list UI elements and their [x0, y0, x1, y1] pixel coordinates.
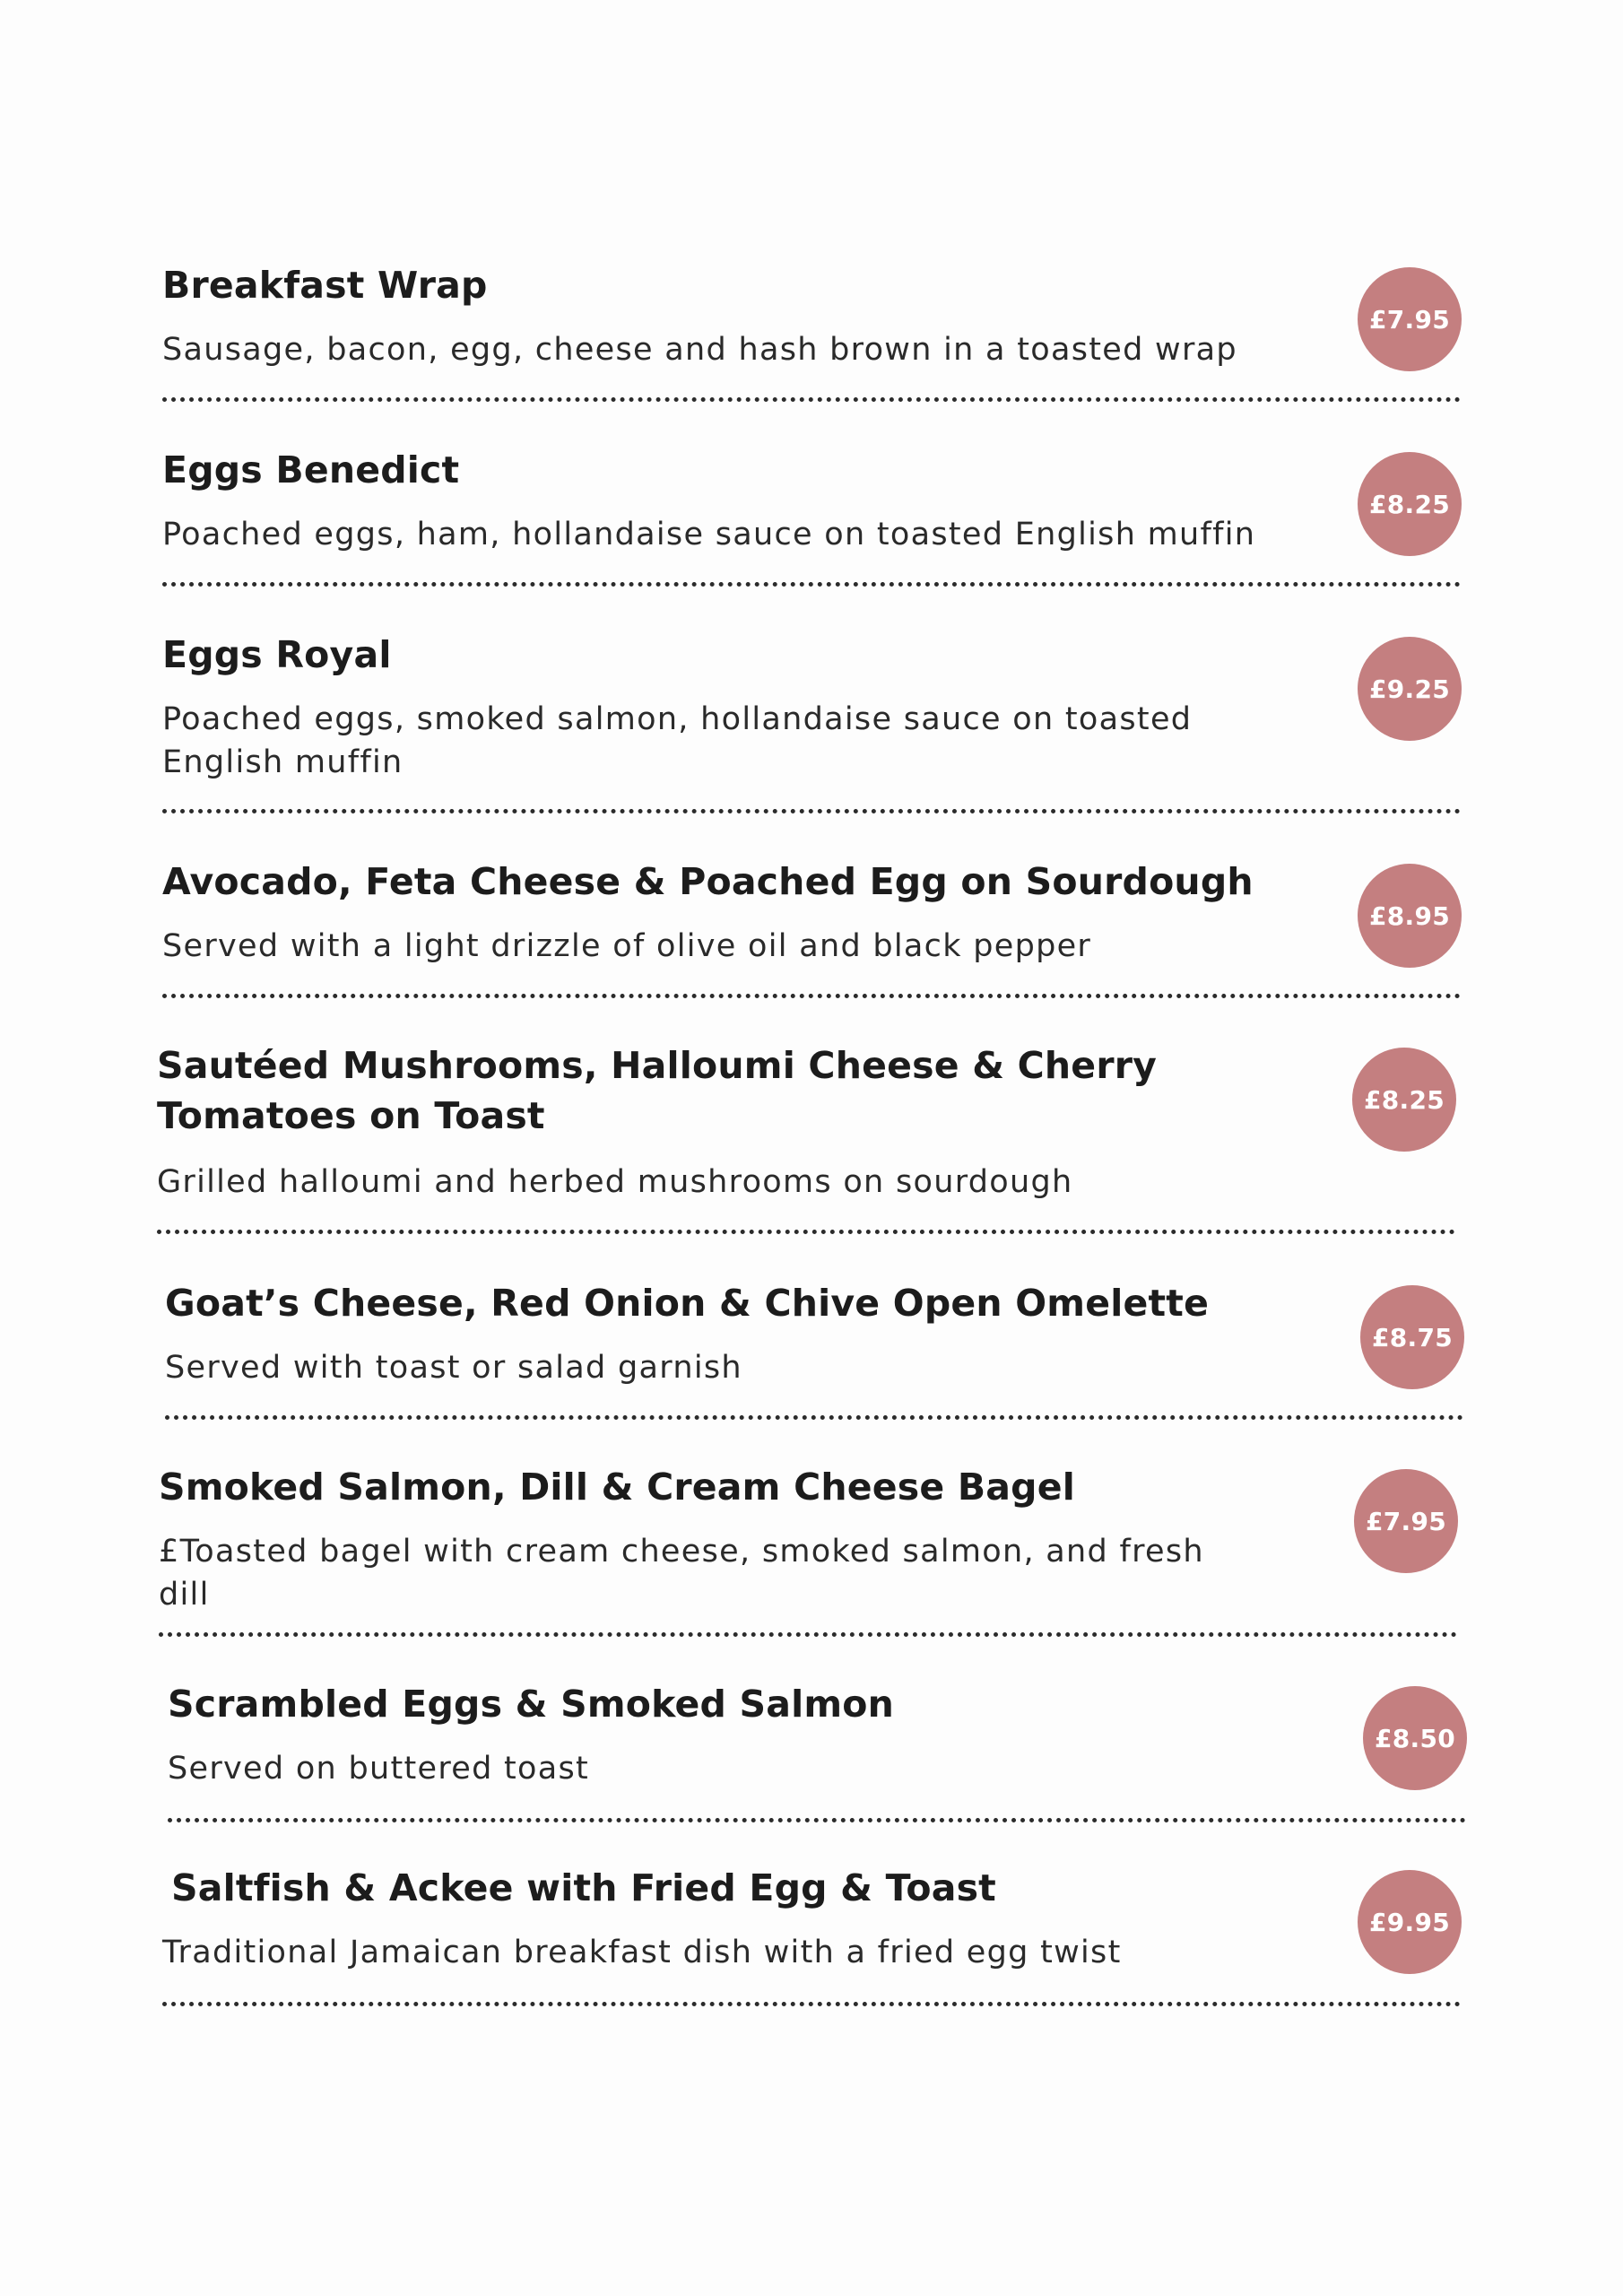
menu-item-goats-cheese-omelette — [165, 1278, 1465, 1431]
item-description: Grilled halloumi and herbed mushrooms on sourdough — [157, 1164, 1073, 1200]
price-badge — [1358, 267, 1462, 371]
item-name: Sautéed Mushrooms, Halloumi Cheese & Cherry Tomatoes on Toast — [157, 1044, 1158, 1137]
menu-item-saltfish-ackee — [162, 1863, 1462, 2015]
item-description: Sausage, bacon, egg, cheese and hash brown in a toasted wrap — [162, 332, 1237, 368]
item-description: Traditional Jamaican breakfast dish with a fried egg twist — [162, 1935, 1122, 1970]
menu-item-sauteed-mushrooms — [157, 1040, 1457, 1247]
item-description: Poached eggs, smoked salmon, hollandaise sauce on toasted English muffin — [162, 701, 1193, 780]
dotted-divider — [159, 1632, 1457, 1637]
menu-item-avocado-feta — [162, 857, 1462, 1009]
price-label: £8.25 — [1368, 489, 1451, 519]
dotted-divider — [162, 809, 1461, 813]
dotted-divider — [162, 2002, 1461, 2006]
price-label: £9.25 — [1368, 674, 1451, 704]
dotted-divider — [165, 1415, 1463, 1420]
price-label: £7.95 — [1368, 304, 1451, 335]
item-description: Served on buttered toast — [168, 1751, 590, 1787]
item-name: Smoked Salmon, Dill & Cream Cheese Bagel — [159, 1465, 1075, 1509]
price-badge — [1358, 864, 1462, 968]
price-label: £8.95 — [1368, 900, 1451, 931]
menu-item-scrambled-eggs-salmon — [168, 1679, 1468, 1831]
price-badge — [1358, 1870, 1462, 1974]
item-name: Avocado, Feta Cheese & Poached Egg on Sourdough — [162, 860, 1254, 903]
menu-item-breakfast-wrap — [162, 260, 1462, 413]
item-description: Served with toast or salad garnish — [165, 1350, 742, 1386]
item-name: Eggs Benedict — [162, 448, 460, 491]
price-label: £9.95 — [1368, 1907, 1451, 1937]
dotted-divider — [162, 397, 1461, 402]
price-badge — [1360, 1285, 1464, 1389]
item-description: Served with a light drizzle of olive oil and black pepper — [162, 928, 1092, 964]
price-badge — [1358, 637, 1462, 741]
price-badge — [1358, 452, 1462, 556]
menu-item-eggs-royal — [162, 630, 1462, 818]
item-name: Goat’s Cheese, Red Onion & Chive Open Omelette — [165, 1282, 1210, 1325]
dotted-divider — [157, 1230, 1455, 1234]
price-label: £8.50 — [1374, 1723, 1456, 1753]
price-label: £8.25 — [1363, 1084, 1445, 1115]
price-label: £8.75 — [1371, 1322, 1454, 1352]
dotted-divider — [162, 994, 1461, 998]
dotted-divider — [168, 1818, 1466, 1822]
price-label: £7.95 — [1365, 1506, 1447, 1536]
item-name: Scrambled Eggs & Smoked Salmon — [168, 1683, 895, 1726]
dotted-divider — [162, 582, 1461, 587]
item-name: Saltfish & Ackee with Fried Egg & Toast — [171, 1866, 996, 1909]
price-badge — [1354, 1469, 1458, 1573]
menu-item-eggs-benedict — [162, 445, 1462, 597]
price-badge — [1363, 1686, 1467, 1790]
item-description: Poached eggs, ham, hollandaise sauce on toasted English muffin — [162, 517, 1256, 552]
item-description: £Toasted bagel with cream cheese, smoked salmon, and fresh dill — [159, 1534, 1204, 1613]
item-name: Eggs Royal — [162, 633, 392, 676]
menu-item-salmon-bagel — [159, 1462, 1459, 1650]
item-name: Breakfast Wrap — [162, 264, 488, 307]
price-badge — [1352, 1048, 1456, 1152]
